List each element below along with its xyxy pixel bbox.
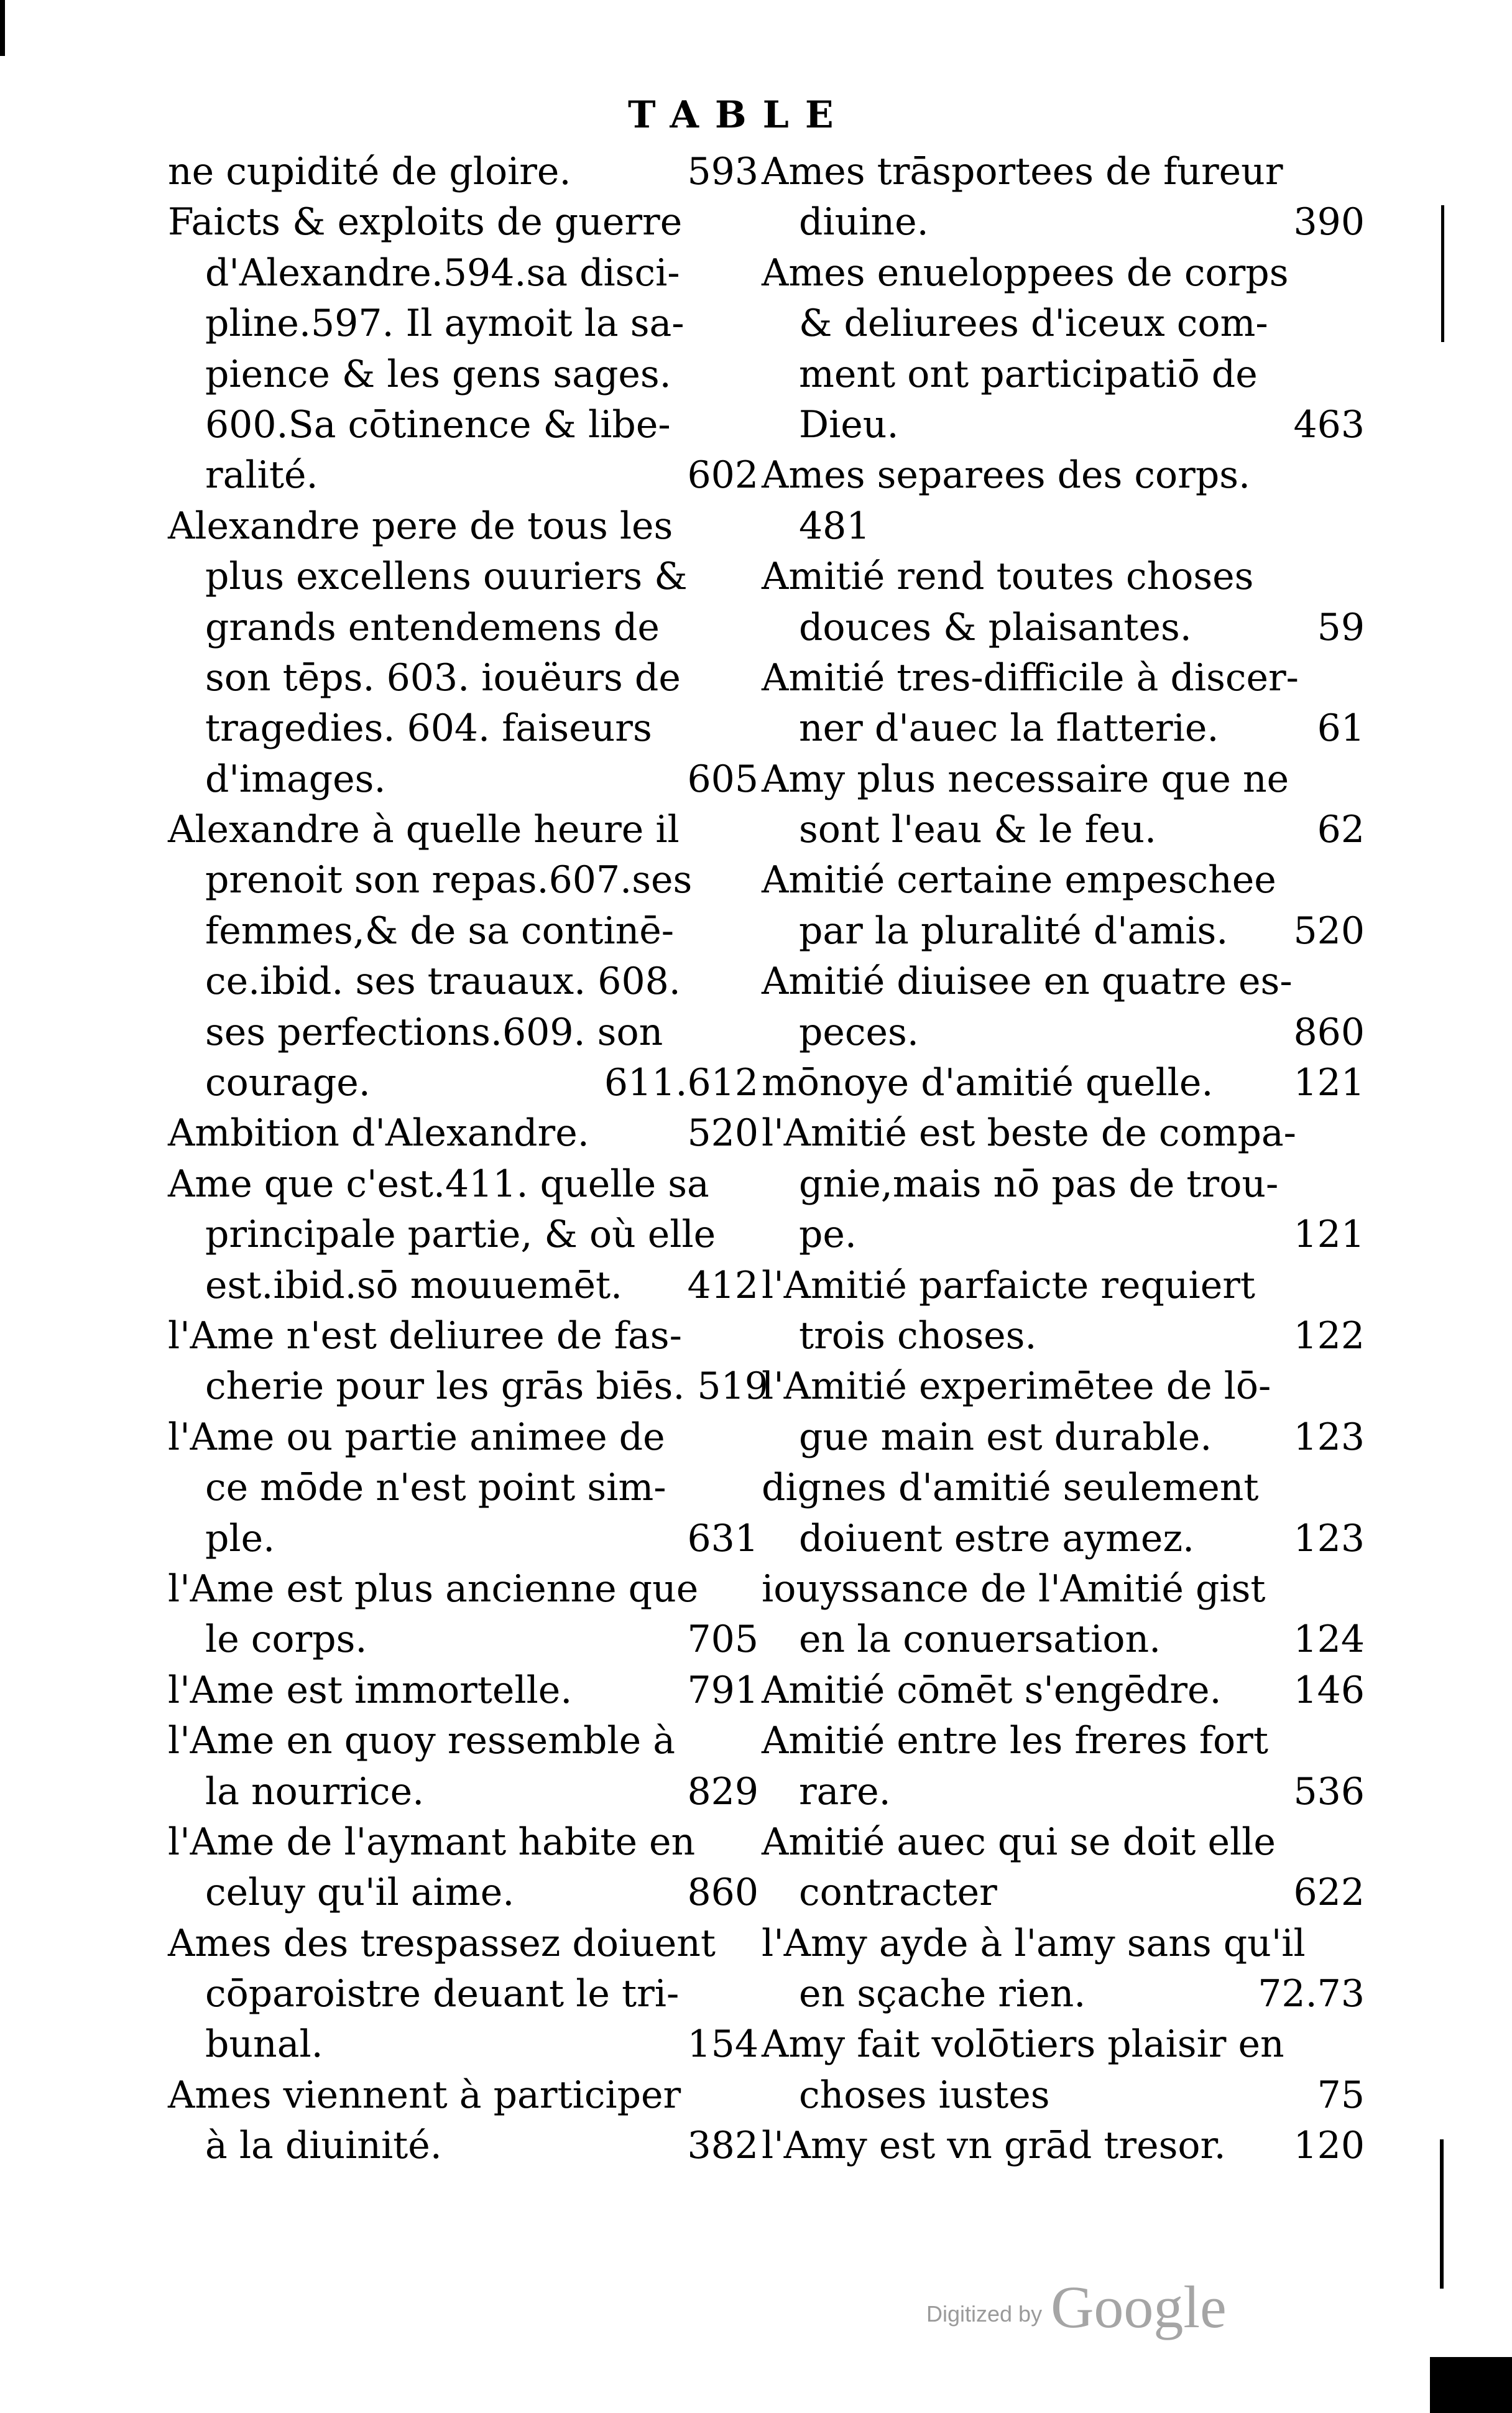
entry-text: grands entendemens de bbox=[205, 605, 660, 649]
entry-line bbox=[168, 1210, 758, 1260]
entry-line bbox=[762, 552, 1365, 602]
entry-text: Ame que c'est.411. quelle sa bbox=[168, 1162, 709, 1206]
entry-text: en sçache rien. bbox=[799, 1972, 1086, 2016]
entry-line bbox=[762, 197, 1365, 248]
entry-line bbox=[168, 1969, 758, 2019]
entry-text: ner d'auec la flatterie. bbox=[799, 706, 1219, 751]
entry-line bbox=[762, 1868, 1365, 1918]
index-entry bbox=[762, 2121, 1365, 2171]
entry-line bbox=[168, 501, 758, 552]
entry-line bbox=[168, 1665, 758, 1716]
index-entry bbox=[762, 653, 1365, 754]
entry-line bbox=[762, 299, 1365, 349]
entry-text: diuine. bbox=[799, 200, 929, 244]
entry-line bbox=[168, 552, 758, 602]
index-entry bbox=[762, 1108, 1365, 1260]
entry-text: par la pluralité d'amis. bbox=[799, 909, 1228, 953]
page-reference: 121 bbox=[1293, 1061, 1365, 1105]
entry-text: le corps. bbox=[205, 1618, 367, 1662]
entry-text: Ames viennent à participer bbox=[168, 2073, 681, 2117]
entry-text: est.ibid.sō mouuemēt. bbox=[205, 1263, 623, 1307]
entry-text: l'Amitié parfaicte requiert bbox=[762, 1263, 1256, 1307]
entry-text: en la conuersation. bbox=[799, 1618, 1161, 1662]
entry-line bbox=[762, 2019, 1365, 2070]
entry-line bbox=[762, 1614, 1365, 1665]
entry-line bbox=[762, 1261, 1365, 1311]
page-reference: 61 bbox=[1317, 706, 1365, 751]
entry-text: Ames des trespassez doiuent bbox=[168, 1921, 716, 1965]
entry-text: Ames trāsportees de fureur bbox=[762, 150, 1283, 193]
entry-text: 481 bbox=[799, 504, 870, 548]
index-entry bbox=[168, 1564, 758, 1665]
page-reference: 791 bbox=[687, 1668, 758, 1712]
entry-line bbox=[168, 1716, 758, 1766]
index-entry bbox=[762, 1058, 1365, 1108]
entry-line bbox=[762, 1716, 1365, 1766]
entry-line bbox=[762, 1817, 1365, 1868]
entry-text: ce mōde n'est point sim- bbox=[205, 1466, 666, 1510]
entry-text: l'Ame ou partie animee de bbox=[168, 1415, 665, 1459]
index-entry bbox=[762, 147, 1365, 248]
entry-line bbox=[762, 1311, 1365, 1361]
index-column-left bbox=[168, 147, 768, 2172]
entry-line bbox=[168, 1058, 758, 1108]
page-reference: 463 bbox=[1293, 402, 1365, 447]
entry-text: ralité. bbox=[205, 453, 318, 498]
entry-text: Amitié auec qui se doit elle bbox=[762, 1820, 1276, 1864]
page-reference: 605 bbox=[687, 757, 758, 801]
index-entry bbox=[168, 1817, 758, 1919]
page-reference: 123 bbox=[1293, 1415, 1365, 1459]
entry-line bbox=[168, 1564, 758, 1614]
page-reference: 154 bbox=[687, 2022, 758, 2067]
page-reference: 829 bbox=[687, 1769, 758, 1813]
entry-text: cherie pour les grās biēs. bbox=[205, 1364, 685, 1409]
page-reference: 536 bbox=[1293, 1769, 1365, 1813]
index-entry bbox=[762, 956, 1365, 1058]
entry-text: celuy qu'il aime. bbox=[205, 1871, 515, 1915]
entry-text: Amitié rend toutes choses bbox=[762, 555, 1254, 599]
watermark-logo: Google bbox=[1051, 2274, 1227, 2340]
entry-line bbox=[762, 603, 1365, 653]
entry-line bbox=[168, 197, 758, 248]
entry-text: Ambition d'Alexandre. bbox=[168, 1111, 589, 1156]
page-reference: 593 bbox=[687, 150, 758, 193]
index-entry bbox=[168, 1412, 758, 1564]
entry-text: Amitié entre les freres fort bbox=[762, 1719, 1268, 1763]
entry-line bbox=[168, 1817, 758, 1868]
entry-line bbox=[762, 1210, 1365, 1260]
entry-text: dignes d'amitié seulement bbox=[762, 1466, 1259, 1510]
entry-line bbox=[762, 1665, 1365, 1716]
entry-text: trois choses. bbox=[799, 1313, 1037, 1358]
entry-text: la nourrice. bbox=[205, 1769, 425, 1813]
entry-line bbox=[168, 906, 758, 956]
page-reference: 622 bbox=[1293, 1871, 1365, 1915]
entry-line bbox=[762, 906, 1365, 956]
page-edge-mark-right-lower bbox=[1440, 2139, 1444, 2289]
entry-text: prenoit son repas.607.ses bbox=[205, 858, 693, 902]
entry-text: Faicts & exploits de guerre bbox=[168, 200, 683, 244]
index-entry bbox=[168, 805, 758, 1108]
entry-text: Alexandre à quelle heure il bbox=[168, 808, 680, 852]
entry-line bbox=[168, 1919, 758, 1969]
entry-line bbox=[168, 400, 758, 450]
entry-text: principale partie, & où elle bbox=[205, 1213, 716, 1257]
entry-text: Amitié certaine empeschee bbox=[762, 858, 1276, 902]
entry-line bbox=[762, 2121, 1365, 2171]
entry-text: Amy plus necessaire que ne bbox=[762, 757, 1289, 801]
index-entry bbox=[168, 2070, 758, 2172]
entry-line bbox=[168, 2019, 758, 2070]
entry-line bbox=[762, 1159, 1365, 1210]
entry-line bbox=[168, 248, 758, 299]
entry-text: plus excellens ouuriers & bbox=[205, 555, 688, 599]
running-header: TABLE bbox=[628, 93, 850, 137]
entry-text: contracter bbox=[799, 1871, 997, 1915]
entry-text: douces & plaisantes. bbox=[799, 605, 1192, 649]
entry-line bbox=[168, 350, 758, 400]
entry-line bbox=[762, 1919, 1365, 1969]
entry-line bbox=[762, 501, 1365, 552]
entry-text: courage. bbox=[205, 1061, 371, 1105]
entry-line bbox=[168, 805, 758, 855]
entry-line bbox=[168, 1514, 758, 1564]
entry-line bbox=[762, 1514, 1365, 1564]
entry-text: d'images. bbox=[205, 757, 386, 801]
entry-line bbox=[762, 1463, 1365, 1513]
entry-text: 600.Sa cōtinence & libe- bbox=[205, 402, 671, 447]
entry-text: cōparoistre deuant le tri- bbox=[205, 1972, 680, 2016]
entry-line bbox=[168, 754, 758, 805]
entry-text: Ames separees des corps. bbox=[762, 453, 1251, 498]
entry-line bbox=[168, 956, 758, 1007]
index-entry bbox=[168, 1108, 758, 1159]
entry-line bbox=[762, 147, 1365, 197]
index-entry bbox=[762, 2019, 1365, 2121]
page-reference: 146 bbox=[1293, 1668, 1365, 1712]
index-entry bbox=[762, 1361, 1365, 1463]
page-reference: 412 bbox=[687, 1263, 758, 1307]
page-reference: 860 bbox=[687, 1871, 758, 1915]
entry-line bbox=[762, 703, 1365, 754]
entry-text: pline.597. Il aymoit la sa- bbox=[205, 302, 685, 346]
index-entry bbox=[762, 855, 1365, 956]
page-reference: 62 bbox=[1317, 808, 1365, 852]
entry-line bbox=[168, 147, 758, 197]
index-entry bbox=[168, 1716, 758, 1817]
entry-text: Amitié cōmēt s'engēdre. bbox=[762, 1668, 1222, 1712]
index-entry bbox=[168, 1665, 758, 1716]
entry-line bbox=[168, 855, 758, 905]
entry-line bbox=[168, 1159, 758, 1210]
index-entry bbox=[762, 1919, 1365, 2020]
entry-text: l'Amy est vn grād tresor. bbox=[762, 2124, 1226, 2168]
entry-line bbox=[168, 703, 758, 754]
entry-line bbox=[168, 1412, 758, 1463]
entry-line bbox=[168, 1463, 758, 1513]
entry-line bbox=[168, 1614, 758, 1665]
index-entry bbox=[762, 1716, 1365, 1817]
entry-line bbox=[168, 1007, 758, 1058]
page-reference: 390 bbox=[1293, 200, 1365, 244]
entry-line bbox=[762, 805, 1365, 855]
entry-line bbox=[762, 1361, 1365, 1412]
index-entry bbox=[168, 1159, 758, 1311]
entry-text: ment ont participatiō de bbox=[799, 352, 1258, 396]
entry-text: l'Ame est immortelle. bbox=[168, 1668, 573, 1712]
page-reference: 72.73 bbox=[1258, 1972, 1365, 2016]
page-reference: 611.612 bbox=[604, 1061, 758, 1105]
index-entry bbox=[168, 501, 758, 805]
page-reference: 123 bbox=[1293, 1516, 1365, 1560]
entry-line bbox=[168, 299, 758, 349]
page-reference: 519 bbox=[697, 1364, 768, 1409]
page-reference: 705 bbox=[687, 1618, 758, 1662]
index-entry bbox=[762, 1817, 1365, 1919]
page-reference: 59 bbox=[1317, 605, 1365, 649]
entry-line bbox=[168, 2070, 758, 2121]
watermark-prefix: Digitized by bbox=[926, 2301, 1043, 2327]
entry-text: iouyssance de l'Amitié gist bbox=[762, 1567, 1266, 1611]
entry-line bbox=[168, 1108, 758, 1159]
entry-text: & deliurees d'iceux com- bbox=[799, 302, 1268, 346]
index-entry bbox=[762, 1665, 1365, 1716]
entry-text: gnie,mais nō pas de trou- bbox=[799, 1162, 1279, 1206]
entry-line bbox=[762, 1767, 1365, 1817]
entry-text: l'Ame de l'aymant habite en bbox=[168, 1820, 696, 1864]
page-edge-mark-left bbox=[0, 0, 5, 56]
entry-line bbox=[762, 350, 1365, 400]
index-entry bbox=[762, 754, 1365, 856]
entry-line bbox=[762, 450, 1365, 501]
entry-line bbox=[762, 248, 1365, 299]
entry-line bbox=[762, 1058, 1365, 1108]
entry-text: ple. bbox=[205, 1516, 275, 1560]
entry-line bbox=[168, 1767, 758, 1817]
entry-text: l'Amitié experimētee de lō- bbox=[762, 1364, 1271, 1409]
entry-text: ne cupidité de gloire. bbox=[168, 150, 571, 193]
entry-text: Alexandre pere de tous les bbox=[168, 504, 673, 548]
index-entry bbox=[168, 1311, 768, 1412]
entry-text: l'Ame n'est deliuree de fas- bbox=[168, 1313, 682, 1358]
index-entry bbox=[762, 450, 1365, 552]
entry-line bbox=[168, 1311, 758, 1361]
entry-line bbox=[168, 1868, 758, 1918]
entry-text: choses iustes bbox=[799, 2073, 1050, 2117]
page-reference: 121 bbox=[1293, 1213, 1365, 1257]
entry-text: ses perfections.609. son bbox=[205, 1010, 663, 1054]
entry-line bbox=[762, 2070, 1365, 2121]
entry-text: Amitié diuisee en quatre es- bbox=[762, 960, 1293, 1004]
page-reference: 520 bbox=[1293, 909, 1365, 953]
index-entry bbox=[168, 197, 758, 501]
page-reference: 860 bbox=[1293, 1010, 1365, 1054]
entry-line bbox=[762, 653, 1365, 703]
index-entry bbox=[762, 1261, 1365, 1362]
entry-line bbox=[762, 1564, 1365, 1614]
page-reference: 520 bbox=[687, 1111, 758, 1156]
entry-line bbox=[168, 603, 758, 653]
entry-text: pe. bbox=[799, 1213, 857, 1257]
page-reference: 631 bbox=[687, 1516, 758, 1560]
page-reference: 382 bbox=[687, 2124, 758, 2168]
page-reference: 124 bbox=[1293, 1618, 1365, 1662]
entry-line bbox=[762, 1007, 1365, 1058]
index-entry bbox=[168, 147, 758, 197]
entry-text: femmes,& de sa continē- bbox=[205, 909, 675, 953]
page-edge-mark-right bbox=[1441, 205, 1444, 342]
entry-line bbox=[762, 400, 1365, 450]
entry-line bbox=[168, 2121, 758, 2171]
entry-line bbox=[762, 1108, 1365, 1159]
entry-line bbox=[762, 855, 1365, 905]
entry-line bbox=[168, 450, 758, 501]
page-reference: 602 bbox=[687, 453, 758, 498]
entry-line bbox=[762, 1969, 1365, 2019]
entry-text: Amy fait volōtiers plaisir en bbox=[762, 2022, 1284, 2067]
entry-line bbox=[168, 1261, 758, 1311]
entry-text: d'Alexandre.594.sa disci- bbox=[205, 251, 680, 295]
entry-text: Amitié tres-difficile à discer- bbox=[762, 655, 1299, 700]
entry-text: tragedies. 604. faiseurs bbox=[205, 706, 652, 751]
page-reference: 120 bbox=[1293, 2124, 1365, 2168]
index-entry bbox=[762, 552, 1365, 653]
entry-text: pience & les gens sages. bbox=[205, 352, 671, 396]
entry-text: Ames enueloppees de corps bbox=[762, 251, 1289, 295]
entry-text: rare. bbox=[799, 1769, 891, 1813]
entry-text: l'Ame en quoy ressemble à bbox=[168, 1719, 675, 1763]
index-entry bbox=[168, 1919, 758, 2070]
index-entry bbox=[762, 1463, 1365, 1564]
entry-text: mōnoye d'amitié quelle. bbox=[762, 1061, 1214, 1105]
entry-text: bunal. bbox=[205, 2022, 323, 2067]
entry-text: ce.ibid. ses trauaux. 608. bbox=[205, 960, 681, 1004]
page-reference: 75 bbox=[1317, 2073, 1365, 2117]
entry-text: l'Amitié est beste de compa- bbox=[762, 1111, 1296, 1156]
entry-line bbox=[762, 754, 1365, 805]
entry-text: l'Ame est plus ancienne que bbox=[168, 1567, 699, 1611]
digitization-watermark bbox=[926, 2276, 1250, 2338]
page-reference: 122 bbox=[1293, 1313, 1365, 1358]
entry-line bbox=[762, 1412, 1365, 1463]
page-corner-shadow bbox=[1430, 2357, 1512, 2413]
entry-text: peces. bbox=[799, 1010, 919, 1054]
entry-text: sont l'eau & le feu. bbox=[799, 808, 1157, 852]
entry-line bbox=[168, 653, 758, 703]
index-entry bbox=[762, 248, 1365, 451]
entry-text: l'Amy ayde à l'amy sans qu'il bbox=[762, 1921, 1306, 1965]
entry-text: à la diuinité. bbox=[205, 2124, 442, 2168]
index-column-right bbox=[762, 147, 1365, 2172]
entry-text: son tēps. 603. iouëurs de bbox=[205, 655, 681, 700]
entry-line bbox=[762, 956, 1365, 1007]
entry-text: doiuent estre aymez. bbox=[799, 1516, 1195, 1560]
index-entry bbox=[762, 1564, 1365, 1665]
entry-line bbox=[168, 1361, 768, 1412]
entry-text: gue main est durable. bbox=[799, 1415, 1212, 1459]
entry-text: Dieu. bbox=[799, 402, 899, 447]
